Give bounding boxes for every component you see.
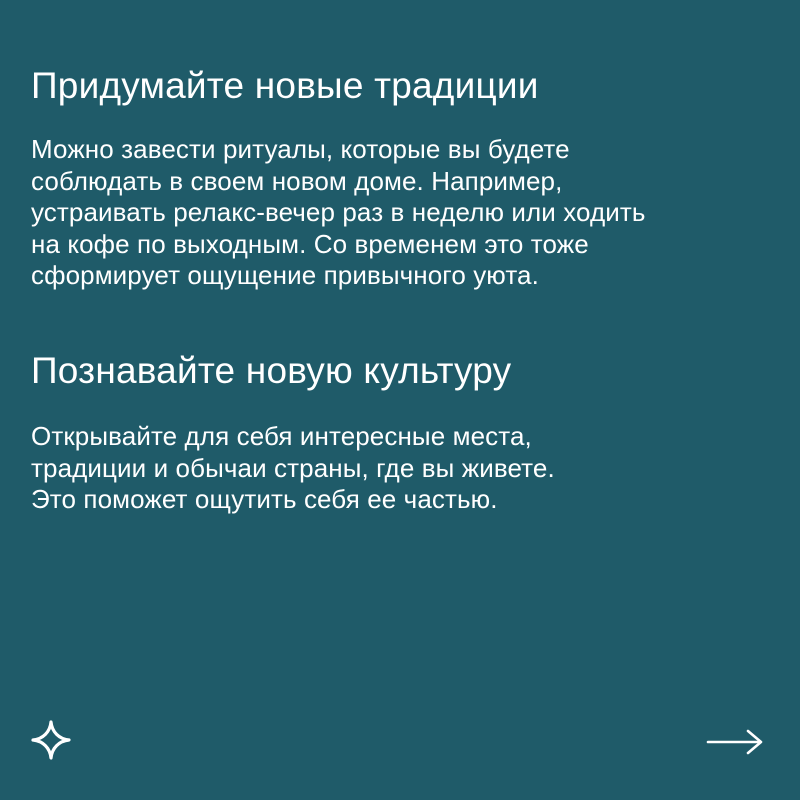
section-new-traditions bbox=[31, 64, 781, 292]
body-line: традиции и обычаи страны, где вы живете. bbox=[31, 452, 555, 483]
body-line: Это поможет ощутить себя ее частью. bbox=[31, 484, 498, 514]
sparkle-star-icon bbox=[29, 718, 73, 762]
body-line: Открывайте для себя интересные места, bbox=[31, 421, 532, 451]
section-new-culture bbox=[31, 349, 781, 516]
body-line: устраивать релакс-вечер раз в неделю или ходить bbox=[31, 197, 646, 227]
section-heading: Придумайте новые традиции bbox=[31, 65, 539, 106]
section-body bbox=[31, 421, 781, 516]
section-heading: Познавайте новую культуру bbox=[31, 350, 512, 391]
body-line: соблюдать в своем новом доме. Например, bbox=[31, 165, 563, 196]
body-line: сформирует ощущение привычного уюта. bbox=[31, 260, 539, 290]
body-line: Можно завести ритуалы, которые вы будете bbox=[31, 134, 570, 164]
arrow-right-icon[interactable] bbox=[704, 726, 766, 758]
section-body bbox=[31, 134, 781, 292]
body-line: на кофе по выходным. Со временем это тоже bbox=[31, 228, 589, 259]
